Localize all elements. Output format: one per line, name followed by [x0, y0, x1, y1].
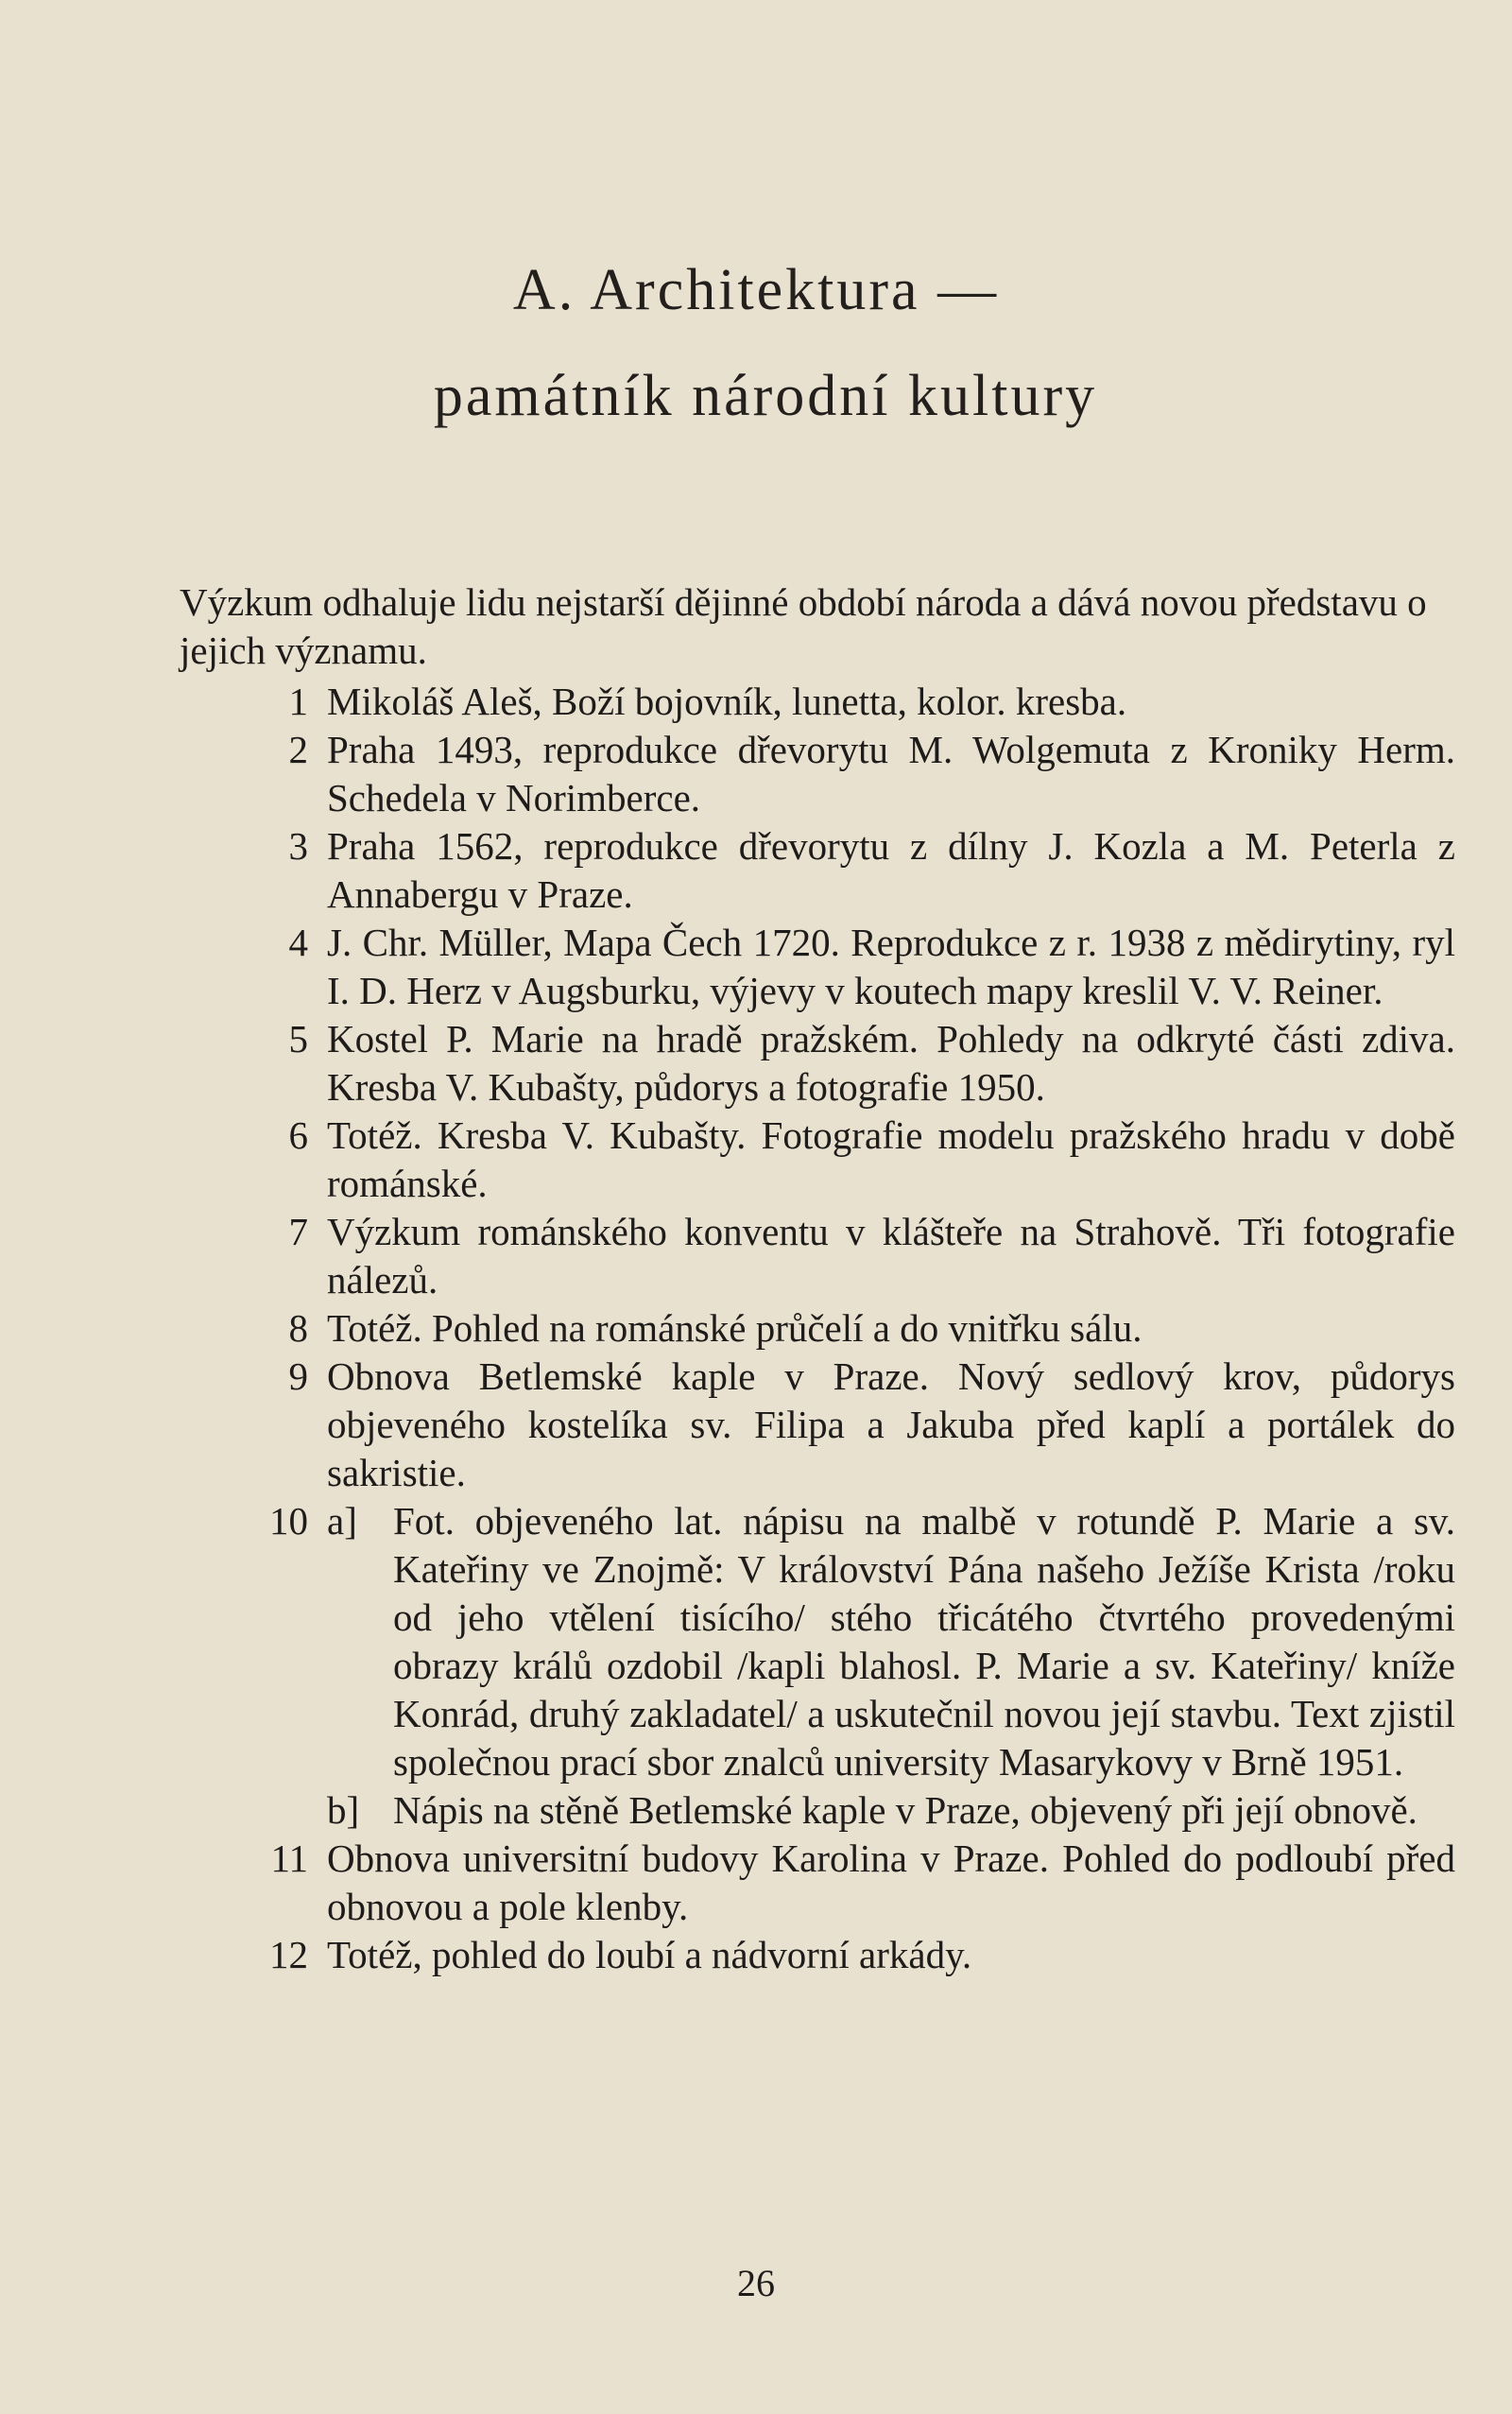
catalogue-entry-7: [180, 1208, 1455, 1304]
entry-number: 1: [288, 680, 308, 723]
subentry-letter: b]: [327, 1788, 360, 1832]
entry-text: Mikoláš Aleš, Boží bojovník, lunetta, kolor. kresba.: [327, 680, 1127, 723]
entry-text: Totéž. Kresba V. Kubašty. Fotografie modelu pražského hradu v době románské.: [327, 1113, 1455, 1205]
entry-number: 8: [288, 1306, 308, 1350]
subentry-text: Fot. objeveného lat. nápisu na malbě v rotundě P. Marie a sv. Kateřiny ve Znojmě: V království Pána našeho Ježíše Krista /roku od jeho vtělení tisícího/ stého třicátého čtvrtého provedenými obrazy králů ozdobil /kapli blahosl. P. Marie a sv. Kateřiny/ kníže Konrád, druhý zakladatel/ a uskutečnil novou její stavbu. Text zjistil společnou prací sbor znalců university Masarykovy v Brně 1951.: [393, 1499, 1455, 1784]
entry-number: 5: [288, 1017, 308, 1060]
entry-text: Totéž, pohled do loubí a nádvorní arkády.: [327, 1933, 972, 1976]
entry-text: Výzkum románského konventu v klášteře na Strahově. Tři fotografie nálezů.: [327, 1210, 1455, 1302]
entry-number: 6: [288, 1113, 308, 1157]
catalogue-entry-5: [180, 1015, 1455, 1112]
catalogue-entry-12: [180, 1931, 1455, 1979]
catalogue-list: [180, 678, 1455, 1979]
entry-text: Totéž. Pohled na románské průčelí a do vnitřku sálu.: [327, 1306, 1143, 1350]
intro-paragraph: Výzkum odhaluje lidu nejstarší dějinné období národa a dává novou představu o jejich významu.: [180, 580, 1427, 672]
catalogue-entry-6: [180, 1112, 1455, 1208]
catalogue-subentry-a: [327, 1497, 1455, 1786]
catalogue-entry-9: [180, 1353, 1455, 1497]
catalogue-subentry-b: [327, 1786, 1455, 1835]
catalogue-entry-10: [180, 1497, 1455, 1835]
entry-text: Obnova Betlemské kaple v Praze. Nový sedlový krov, půdorys objeveného kostelíka sv. Filipa a Jakuba před kaplí a portálek do sakristie.: [327, 1354, 1455, 1494]
entry-number: 9: [288, 1354, 308, 1398]
subentry-letter: a]: [327, 1499, 357, 1543]
section-heading-line-2: památník národní kultury: [433, 364, 1098, 428]
entry-number: 4: [288, 921, 308, 964]
catalogue-entry-4: [180, 919, 1455, 1015]
entry-text: Praha 1562, reprodukce dřevorytu z dílny J. Kozla a M. Peterla z Annabergu v Praze.: [327, 824, 1455, 916]
catalogue-entry-3: [180, 822, 1455, 919]
section-heading-line-1: A. Architektura —: [512, 258, 1000, 322]
page-number: 26: [737, 2262, 775, 2304]
catalogue-entry-11: [180, 1835, 1455, 1931]
entry-text: Obnova universitní budovy Karolina v Praze. Pohled do podloubí před obnovou a pole klenby.: [327, 1836, 1455, 1928]
catalogue-entry-1: [180, 678, 1455, 726]
catalogue-entry-2: [180, 726, 1455, 822]
entry-text: J. Chr. Müller, Mapa Čech 1720. Reprodukce z r. 1938 z mědirytiny, ryl I. D. Herz v Augsburku, výjevy v koutech mapy kreslil V. V. Reiner.: [327, 921, 1455, 1012]
entry-number: 12: [269, 1933, 308, 1976]
entry-number: 11: [270, 1836, 308, 1880]
entry-number: 2: [288, 728, 308, 771]
entry-number: 7: [288, 1210, 308, 1253]
entry-number: 10: [269, 1499, 308, 1543]
entry-text: Kostel P. Marie na hradě pražském. Pohledy na odkryté části zdiva. Kresba V. Kubašty, půdorys a fotografie 1950.: [327, 1017, 1455, 1109]
catalogue-entry-8: [180, 1304, 1455, 1353]
entry-text: Praha 1493, reprodukce dřevorytu M. Wolgemuta z Kroniky Herm. Schedela v Norimberce.: [327, 728, 1455, 819]
subentry-text: Nápis na stěně Betlemské kaple v Praze, objevený při její obnově.: [393, 1788, 1418, 1832]
entry-number: 3: [288, 824, 308, 868]
